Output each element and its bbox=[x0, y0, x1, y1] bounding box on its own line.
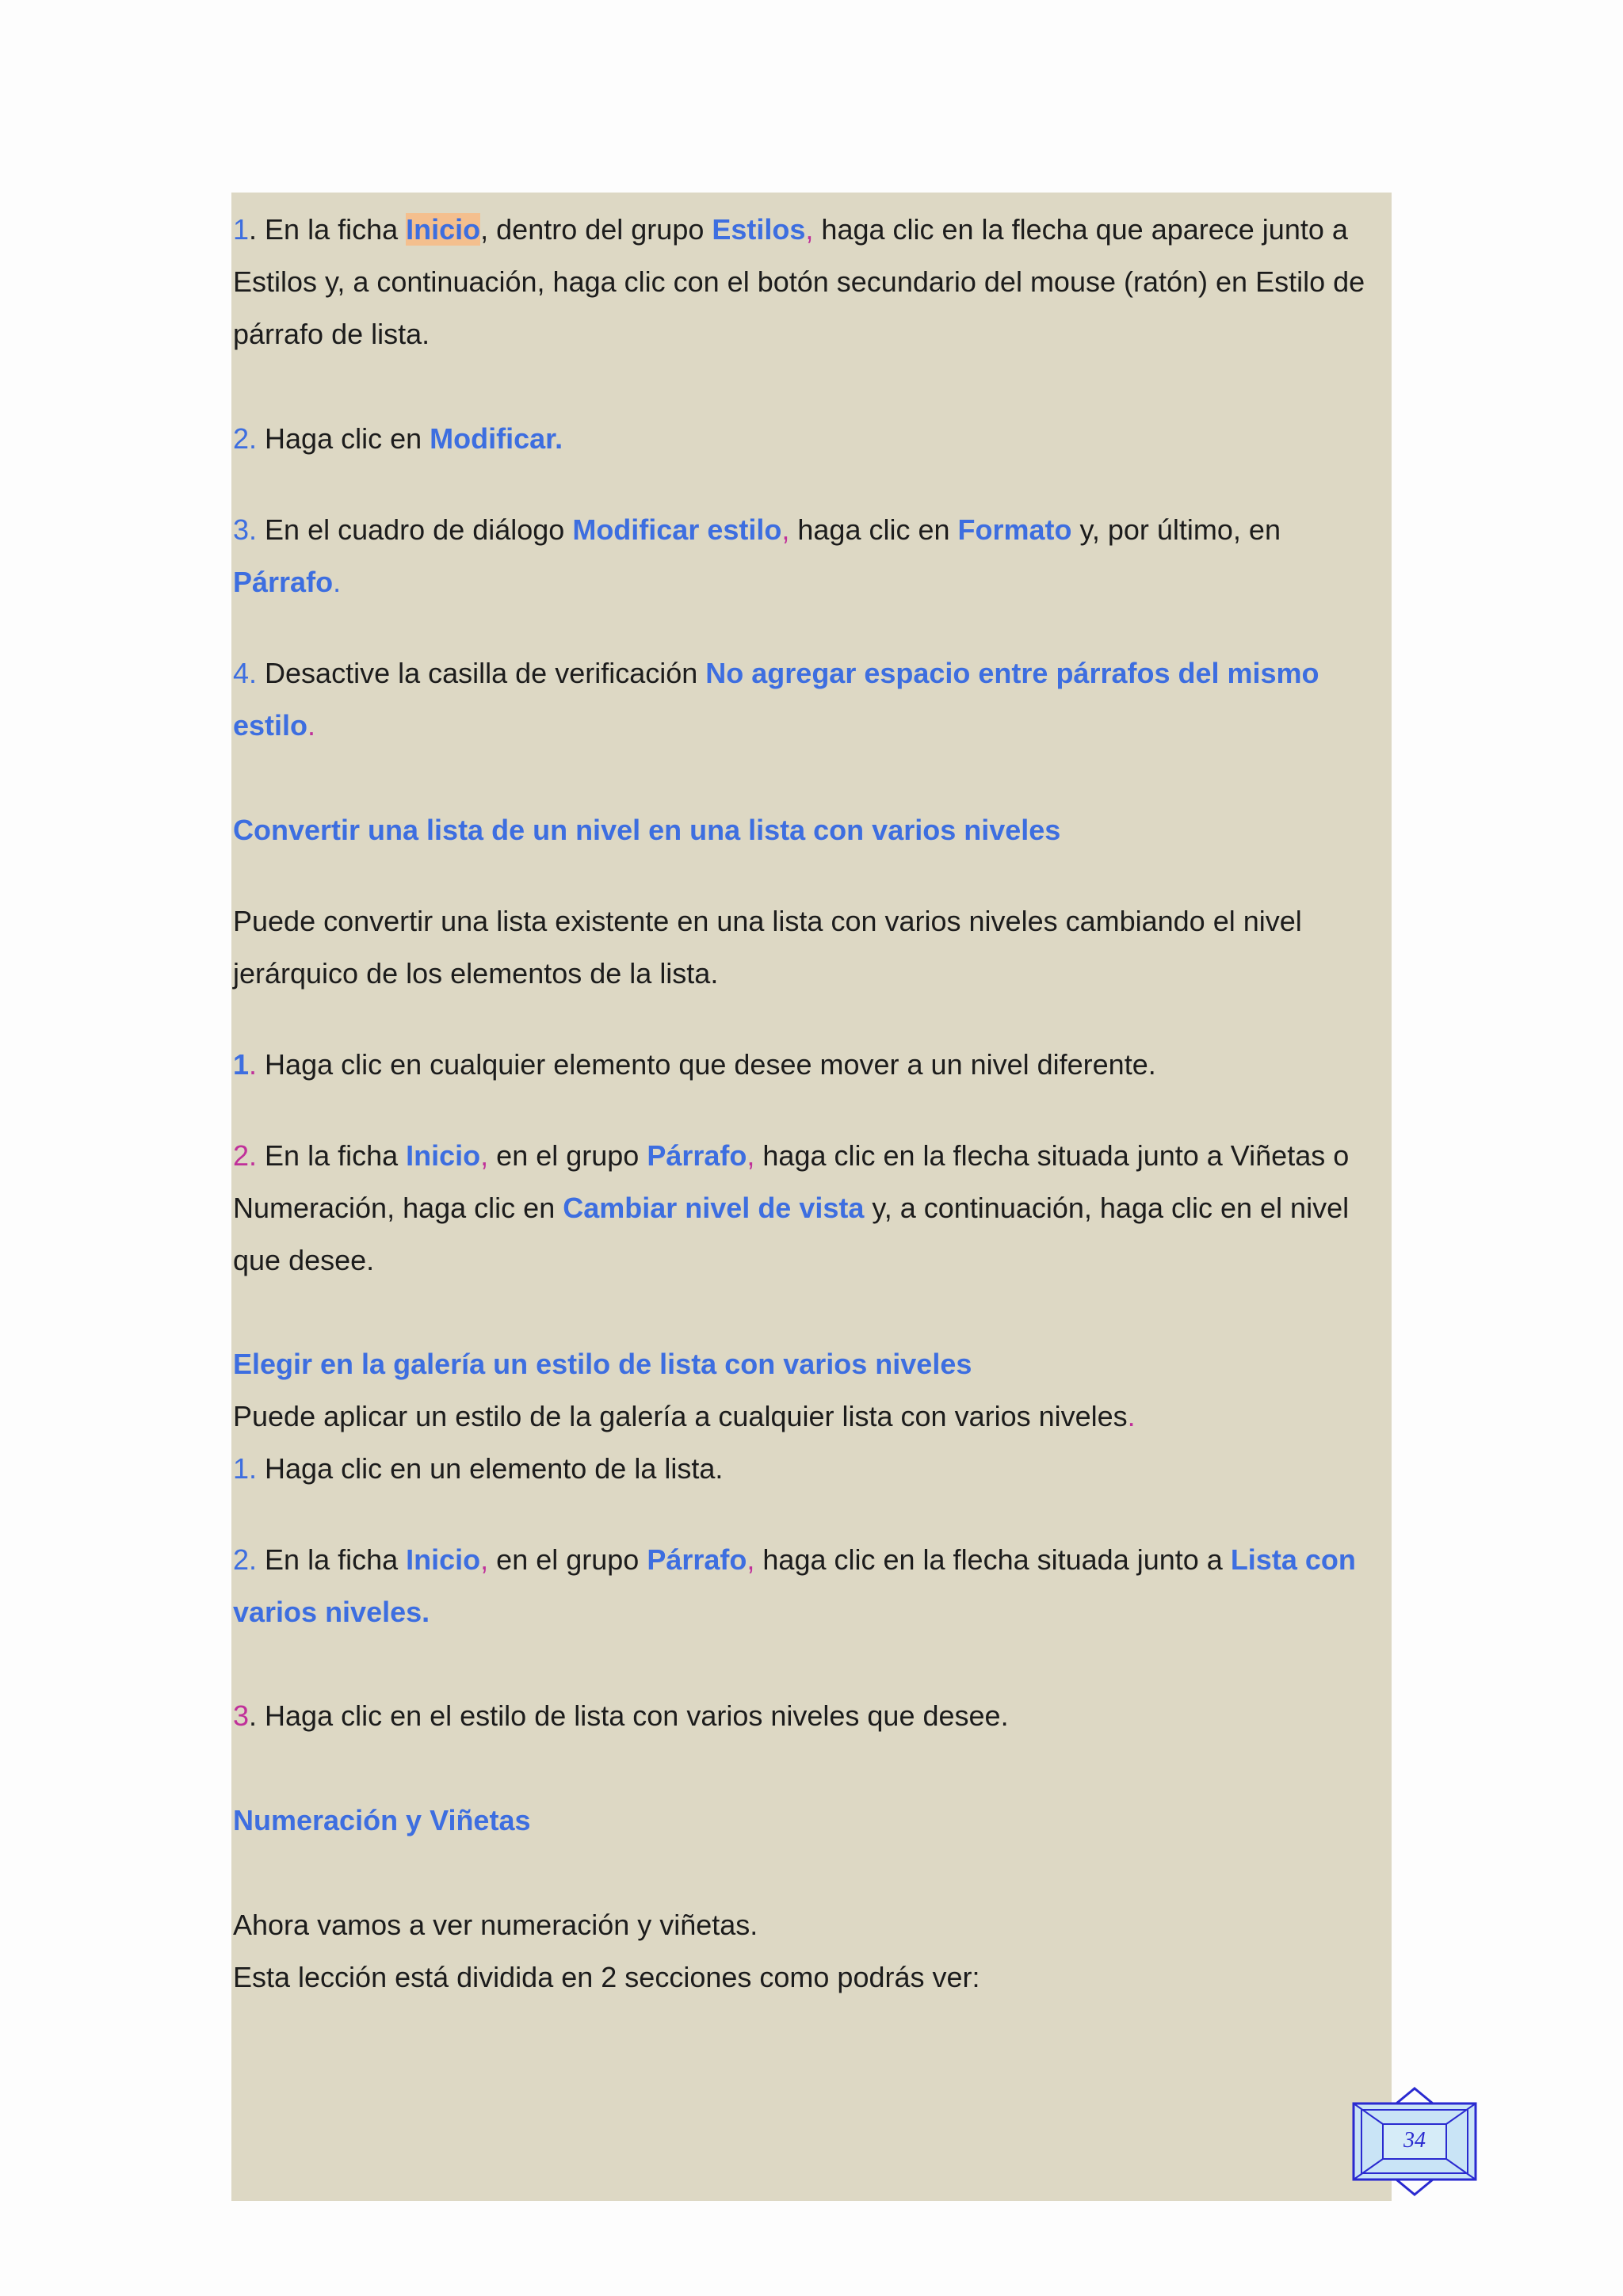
p10-line1: 2. En la ficha Inicio, en el grupo Párrafo, haga clic en la flecha situada junto a Lista con bbox=[233, 1543, 1356, 1576]
p5-line1: Puede convertir una lista existente en una lista con varios niveles cambiando el nivel bbox=[233, 905, 1302, 937]
p12-line1: Ahora vamos a ver numeración y viñetas. bbox=[233, 1909, 758, 1941]
formato-term: Formato bbox=[957, 513, 1072, 546]
p10-line2: varios niveles. bbox=[233, 1596, 430, 1628]
section-heading-numeracion: Numeración y Viñetas bbox=[233, 1804, 531, 1836]
p5-line2: jerárquico de los elementos de la lista. bbox=[233, 957, 719, 990]
modificar-term: Modificar. bbox=[430, 422, 563, 455]
modificar-estilo-term: Modificar estilo bbox=[572, 513, 782, 546]
inicio-term: Inicio bbox=[406, 213, 481, 246]
p4-line2: estilo. bbox=[233, 709, 316, 742]
section-heading-galeria: Elegir en la galería un estilo de lista con varios niveles bbox=[233, 1348, 972, 1380]
p1-line3: párrafo de lista. bbox=[233, 318, 430, 350]
p8-line1: Puede aplicar un estilo de la galería a cualquier lista con varios niveles. bbox=[233, 1400, 1136, 1432]
p7-line3: que desee. bbox=[233, 1244, 375, 1276]
cambiar-nivel-term: Cambiar nivel de vista bbox=[563, 1192, 865, 1224]
p1-line1: 1. En la ficha Inicio, dentro del grupo Estilos, haga clic en la flecha que aparece junto a bbox=[233, 213, 1348, 246]
p4-line1: 4. Desactive la casilla de verificación No agregar espacio entre párrafos del mismo bbox=[233, 657, 1319, 689]
p1-line2: Estilos y, a continuación, haga clic con el botón secundario del mouse (ratón) en Estilo de bbox=[233, 265, 1365, 298]
parrafo-term: Párrafo bbox=[233, 566, 334, 598]
p3-line1: 3. En el cuadro de diálogo Modificar estilo, haga clic en Formato y, por último, en bbox=[233, 513, 1281, 546]
estilos-term: Estilos bbox=[712, 213, 806, 246]
page-number: 34 bbox=[1403, 2128, 1426, 2153]
p3-line2: Párrafo. bbox=[233, 566, 342, 598]
p2-line1: 2. Haga clic en Modificar. bbox=[233, 422, 563, 455]
p7-line2: Numeración, haga clic en Cambiar nivel de vista y, a continuación, haga clic en el nivel bbox=[233, 1192, 1350, 1224]
p6-line1: 1. Haga clic en cualquier elemento que desee mover a un nivel diferente. bbox=[233, 1048, 1156, 1081]
p7-line1: 2. En la ficha Inicio, en el grupo Párrafo, haga clic en la flecha situada junto a Viñetas o bbox=[233, 1139, 1350, 1172]
p12-line2: Esta lección está dividida en 2 secciones como podrás ver: bbox=[233, 1961, 980, 1993]
p11-line1: 3. Haga clic en el estilo de lista con varios niveles que desee. bbox=[233, 1699, 1009, 1732]
section-heading-convertir: Convertir una lista de un nivel en una lista con varios niveles bbox=[233, 814, 1061, 846]
p9-line1: 1. Haga clic en un elemento de la lista. bbox=[233, 1452, 724, 1485]
